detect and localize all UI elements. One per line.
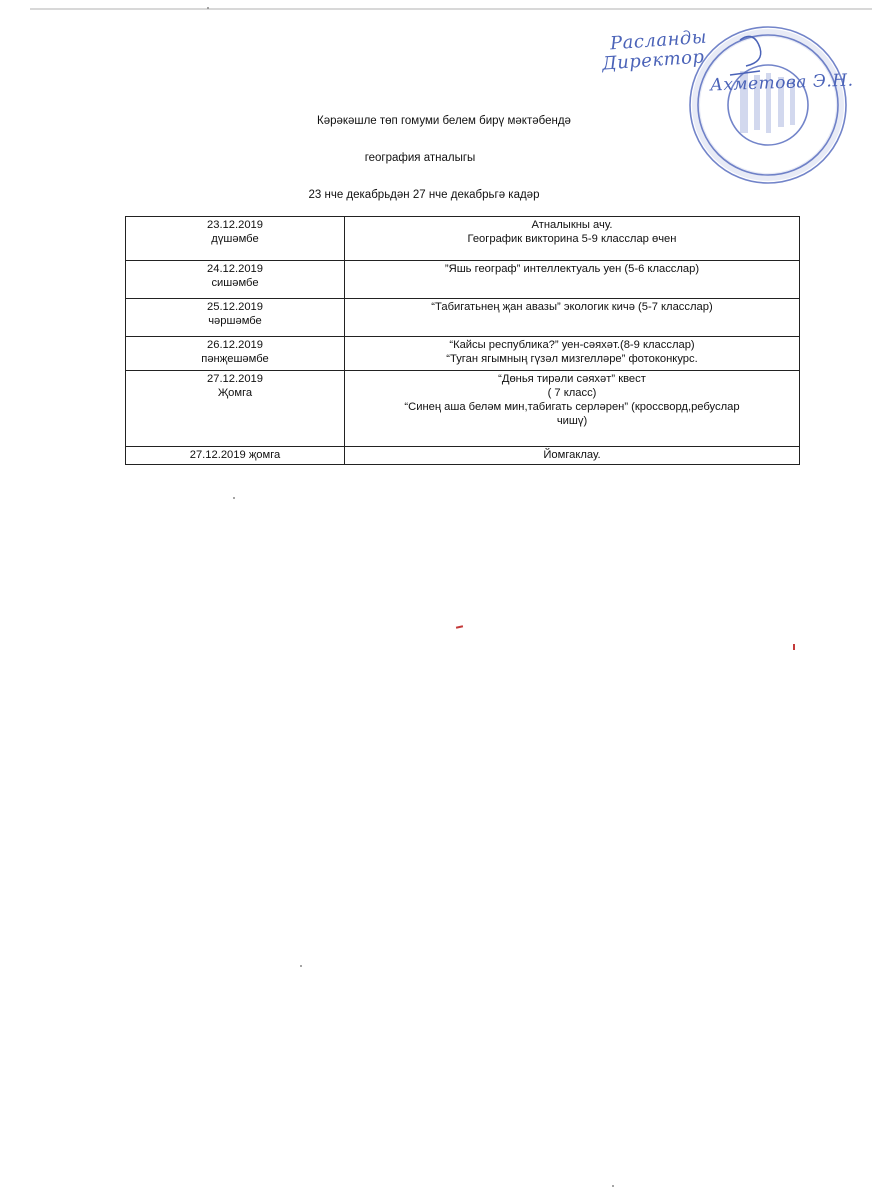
event-line: “Кайсы республика?” уен-сәяхәт.(8-9 класслар) — [449, 339, 695, 351]
scan-speck — [612, 1185, 614, 1187]
event-cell — [345, 217, 800, 261]
date-range: 23 нче декабрьдән 27 нче декабрьгә кадәр — [308, 189, 540, 201]
table-row — [126, 337, 800, 371]
approval-signature-name: Ахметова Э.Н. — [709, 70, 854, 96]
approval-position: Директор — [601, 46, 706, 75]
schedule-table — [125, 216, 800, 465]
weekday-text: чәршәмбе — [208, 315, 262, 327]
event-line: чишү) — [556, 415, 588, 427]
date-cell — [126, 371, 345, 447]
school-title: Кәрәкәшле төп гомуми белем бирү мәктәбендә — [317, 115, 571, 127]
event-cell — [345, 299, 800, 337]
approval-resolution: Расланды — [609, 26, 708, 55]
event-line: Атналыкны ачу. — [531, 219, 613, 231]
date-cell — [126, 337, 345, 371]
scan-speck — [300, 965, 302, 967]
date-text: 26.12.2019 — [207, 339, 263, 351]
weekday-text: Җомга — [217, 387, 253, 399]
date-cell — [126, 261, 345, 299]
event-cell — [345, 447, 800, 465]
event-line: ( 7 класс) — [547, 387, 597, 399]
weekday-text: сишәмбе — [211, 277, 259, 289]
weekday-text: пәнҗешәмбе — [201, 353, 269, 365]
scan-speck — [233, 497, 235, 499]
event-line: “Туган ягымның гүзәл мизгелләре” фотоконкурс. — [446, 353, 698, 365]
event-cell — [345, 371, 800, 447]
event-title: география атналыгы — [364, 152, 476, 164]
date-text: 27.12.2019 җомга — [189, 449, 281, 461]
event-line: “Табигатьнең җан авазы” экологик кичә (5-7 класслар) — [431, 301, 713, 313]
red-scan-mark — [793, 644, 795, 650]
table-row — [126, 217, 800, 261]
table-row — [126, 299, 800, 337]
scan-edge — [30, 8, 872, 10]
event-cell — [345, 261, 800, 299]
date-cell — [126, 299, 345, 337]
date-cell — [126, 217, 345, 261]
event-line: ”Яшь географ” интеллектуаль уен (5-6 класслар) — [444, 263, 700, 275]
weekday-text: дүшәмбе — [211, 233, 259, 245]
date-text: 24.12.2019 — [207, 263, 263, 275]
event-line: Йомгаклау. — [543, 449, 601, 461]
date-cell — [126, 447, 345, 465]
scan-speck — [207, 7, 209, 9]
date-text: 23.12.2019 — [207, 219, 263, 231]
event-cell — [345, 337, 800, 371]
table-row — [126, 371, 800, 447]
table-row — [126, 447, 800, 465]
table-row — [126, 261, 800, 299]
red-scan-mark — [456, 625, 463, 628]
date-text: 27.12.2019 — [207, 373, 263, 385]
event-line: “Дөнья тирәли сәяхәт” квест — [498, 373, 646, 385]
date-text: 25.12.2019 — [207, 301, 263, 313]
event-line: Географик викторина 5-9 класслар өчен — [467, 233, 677, 245]
event-line: “Синең аша белəм мин,табигать серләрен” (кроссворд,ребуслар — [404, 401, 740, 413]
